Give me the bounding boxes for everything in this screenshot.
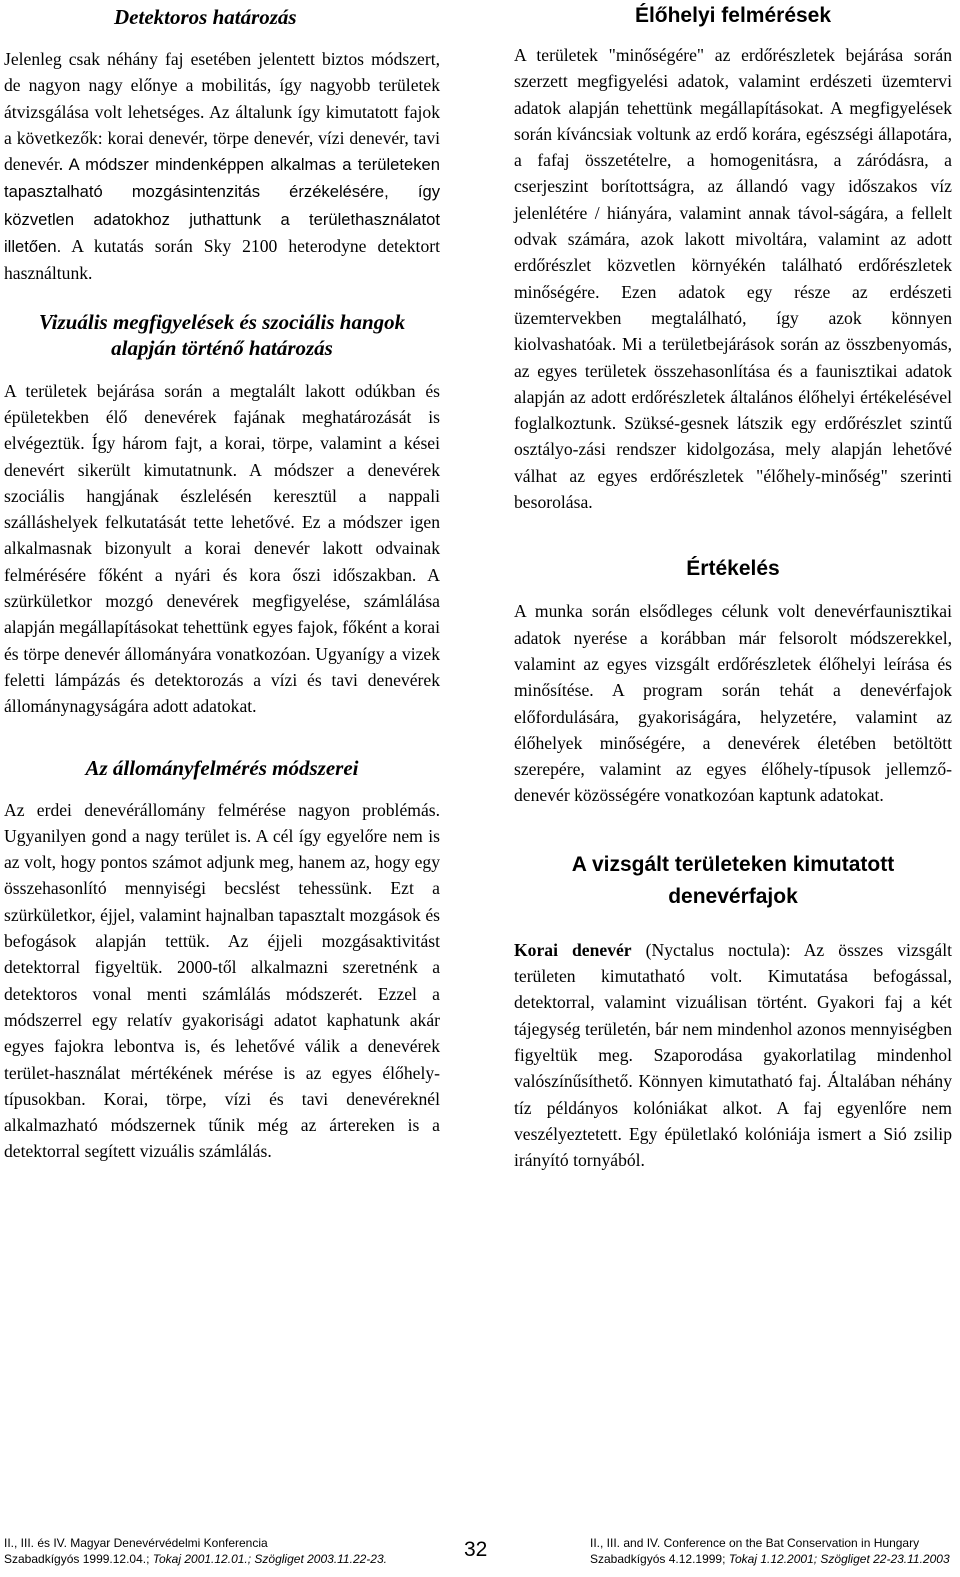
footer-right-line2: Szabadkígyós 4.12.1999; Tokaj 1.12.2001; Szögliget 22-23.11.2003 [590, 1552, 950, 1566]
left-column [4, 0, 440, 1165]
section-title-vizualis-line2: alapján történő határozás [111, 335, 333, 360]
section-title-elohelyi: Élőhelyi felmérések [634, 4, 832, 27]
section-title-allomanyfelmeres: Az állományfelmérés módszerei [85, 755, 359, 780]
section-body-vizualis: A területek bejárása során a megtalált lakott odúkban és épületekben élő denevérek fajának meghatározását is elvégeztük. Így három fajt, a korai, törpe, valamint a kései denevért sikerült kimutatnunk. A módszer a denevérek szociális hangjának észlelésén keresztül a nappali szálláshelyek felkutatását tette lehetővé. Ez a módszer igen alkalmasnak bizonyult a korai denevér lakott odvainak felmérésére főként a nyári és kora őszi időszakban. A szürkületkor mozgó denevérek megfigyelése, számlálása alapján megállapításokat tehettünk egyes fajok, főként a korai és törpe denevér állományára vonatkozóan. Ugyanígy a vizek feletti lámpázás és detektorozás a vízi és tavi denevérek állománynagyságára adott adatokat. [4, 380, 440, 717]
section-title-vizualis-line1: Vizuális megfigyelések és szociális hangok [38, 309, 406, 334]
footer-left [4, 1535, 387, 1567]
footer-left-line1: II., III. és IV. Magyar Denevérvédelmi Konferencia [4, 1536, 268, 1550]
section-body-fajok: Korai denevér (Nyctalus noctula): Az összes vizsgált területen kimutatható volt. Kimutatása befogással, detektorral, valamint vizuálisan történt. Gyakori faj a két tájegység területén, bár nem mindenhol azonos mennyiségben figyeltük meg. Szaporodása gyakorlatilag mindenhol valószínűsíthető. Könnyen kimutatható faj. Általában néhány tíz példányos kolóniákat alkot. A faj egyenlőre nem veszélyeztetett. Egy épületlakó kolóniája ismert a Sió zsilip irányító tornyából. [514, 939, 952, 1171]
section-body-allomanyfelmeres: Az erdei denevérállomány felmérése nagyon problémás. Ugyanilyen gond a nagy terület is. A cél így egyelőre nem is az volt, hogy pontos számot adjunk meg, hanem az, hogy egy összehasonlító mennyiségi becslést tehessünk. Ezt a szürkületkor, éjjel, valamint hajnalban tapasztalt mozgások és befogások alapján tettük. Az éjjeli mozgásaktivitást detektorral figyeltük. 2000-től alkalmazni szeretnénk a detektoros vonal menti számlálás módszerét. Ezzel a módszerrel egy relatív gyakorisági adatot kaphatunk akár egyes fajokra lebontva is, és lehetővé válik a denevérek terület-használat mértékének mérése is az egyes élőhely-típusokban. Korai, törpe, vízi és tavi denevéreknél alkalmazható módszernek tűnik még az ártereken is a detektorral segített vizuális számlálás. [4, 799, 440, 1162]
footer-left-line2: Szabadkígyós 1999.12.04.; Tokaj 2001.12.01.; Szögliget 2003.11.22-23. [4, 1552, 387, 1566]
section-title-vizualis [4, 309, 440, 361]
section-body-elohelyi: A területek "minőségére" az erdőrészletek bejárása során szerzett megfigyelési adatok, valamint erdészeti üzemtervi adatok alapján tehettünk megállapításokat. A megfigyelések során kíváncsiak voltunk az erdő korára, egészségi állapotára, a fafaj összetételre, a homogenitásra, a záródásra, a cserjeszint borítottságra, az állandó vagy időszakos víz jelenlétére / hiányára, valamint annak távol-ságára, a fellelt odvak számára, azok lakott mivoltára, valamint az adott erdőrészlet közvetlen környékén található erdőrészletek minőségére. Ezen adatok egy része az erdészeti üzemtervekben megtalálható, így azok könnyen kiolvashatóak. Mi a területbejárások során az összbenyomás, az egyes területek összehasonlítása és a faunisztikai adatok alapján az adott erdőrészletek általános élőhelyi értékelésével foglalkoztunk. Szüksé-gesnek látszik egy erdőrészlet szintű osztályo-zási rendszer kidolgozása, mely alapján lehetővé válhat az egyes erdőrészletek "élőhely-minőség" szerinti besorolása. [514, 45, 952, 513]
page-number: 32 [464, 1538, 488, 1561]
page-footer [0, 1531, 960, 1577]
species-latin: (Nyctalus noctula): [631, 939, 791, 960]
species-name: Korai denevér [514, 939, 632, 960]
section-title-fajok-line1: A vizsgált területeken kimutatott [571, 852, 895, 876]
footer-right [590, 1535, 950, 1567]
section-body-ertekeles: A munka során elsődleges célunk volt denevérfaunisztikai adatok nyerése a korábban már felsorolt módszerekkel, valamint az egyes vizsgált erdőrészletek élőhelyi leírása és minősítése. A program során tehát a denevérfajok előfordulására, gyakoriságára, helyzetére, valamint az élőhelyek minőségére, a denevérek életében betöltött szerepére, valamint az egyes élőhely-típusok jellemző-denevér közösségére vonatkozóan kaptunk adatokat. [514, 601, 952, 806]
footer-right-line1: II., III. and IV. Conference on the Bat Conservation in Hungary [590, 1536, 920, 1550]
section-title-fajok-line2: denevérfajok [668, 884, 798, 908]
section-body-detektoros: Jelenleg csak néhány faj esetében jelentett biztos módszert, de nagyon nagy előnye a mobilitás, így nagyobb területek átvizsgálása volt lehetséges. Az általunk így kimutatott fajok a következők: korai denevér, törpe denevér, vízi denevér, tavi denevér. A módszer mindenképpen alkalmas a területeken tapasztalható mozgásintenzitás érzékelésére, így közvetlen adatokhoz juthattunk a területhasználatot illetően. A kutatás során Sky 2100 heterodyne detektort használtunk. [4, 49, 440, 284]
section-title-fajok [514, 849, 952, 913]
section-title-ertekeles: Értékelés [686, 557, 780, 581]
right-column [514, 0, 952, 1173]
section-title-detektoros: Detektoros határozás [114, 5, 297, 29]
